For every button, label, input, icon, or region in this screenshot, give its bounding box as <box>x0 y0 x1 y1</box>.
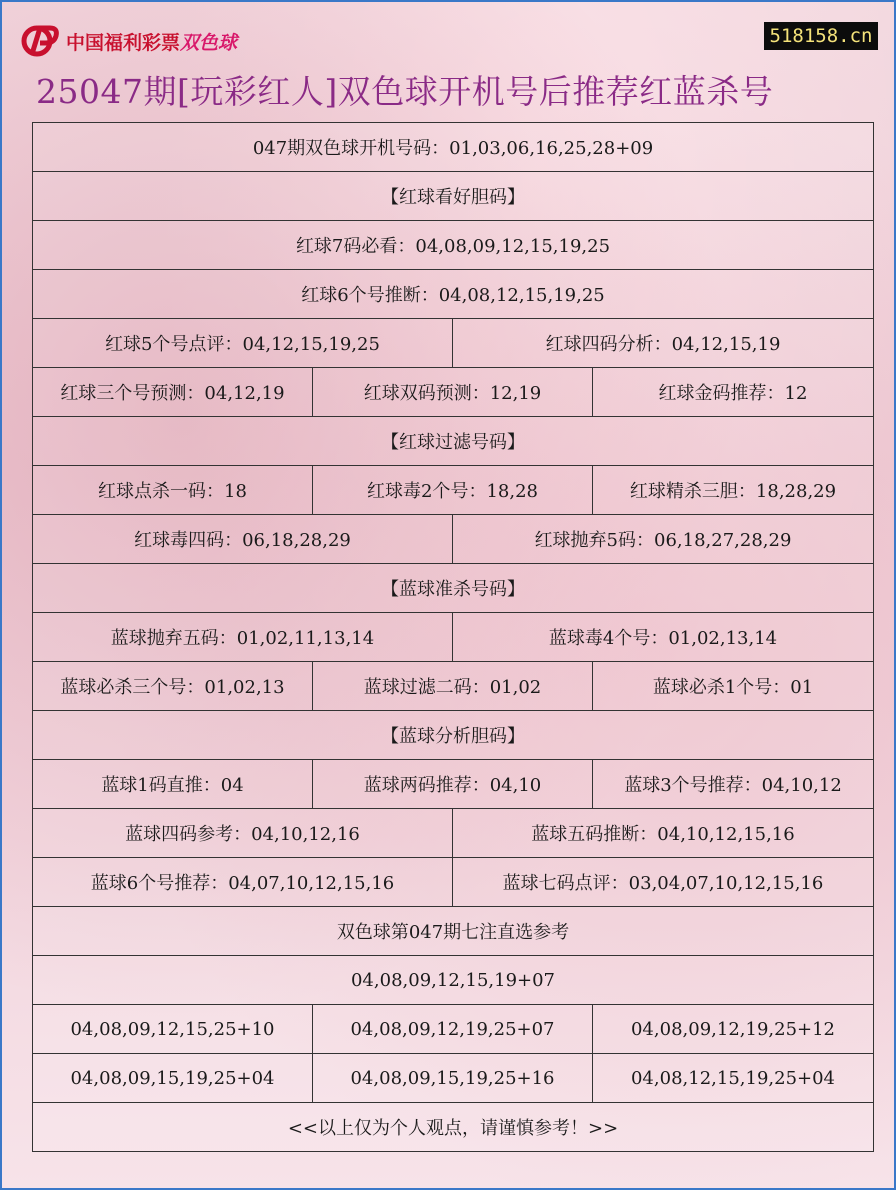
blue-4-codes-cell: 蓝球四码参考：04,10,12,16 <box>33 809 453 858</box>
blue-7-codes-cell: 蓝球七码点评：03,04,07,10,12,15,16 <box>453 858 874 907</box>
open-numbers-cell: 047期双色球开机号码：01,03,06,16,25,28+09 <box>33 123 874 172</box>
pick-3-cell: 04,08,09,12,19,25+07 <box>313 1005 593 1054</box>
blue-kill-1-cell: 蓝球必杀1个号：01 <box>593 662 874 711</box>
table-row <box>33 368 874 417</box>
red-4-codes-cell: 红球四码分析：04,12,15,19 <box>453 319 874 368</box>
seven-picks-header: 双色球第047期七注直选参考 <box>33 907 874 956</box>
red-3-numbers-cell: 红球三个号预测：04,12,19 <box>33 368 313 417</box>
red-2-codes-cell: 红球双码预测：12,19 <box>313 368 593 417</box>
section-header-red-dan: 【红球看好胆码】 <box>33 172 874 221</box>
table-row <box>33 221 874 270</box>
table-row <box>33 760 874 809</box>
blue-6-numbers-cell: 蓝球6个号推荐：04,07,10,12,15,16 <box>33 858 453 907</box>
blue-5-codes-cell: 蓝球五码推断：04,10,12,15,16 <box>453 809 874 858</box>
table-row <box>33 711 874 760</box>
pick-5-cell: 04,08,09,15,19,25+04 <box>33 1054 313 1103</box>
pick-6-cell: 04,08,09,15,19,25+16 <box>313 1054 593 1103</box>
red-kill-1-cell: 红球点杀一码：18 <box>33 466 313 515</box>
table-row <box>33 907 874 956</box>
page-title: 25047期[玩彩红人]双色球开机号后推荐红蓝杀号 <box>36 72 774 111</box>
blue-1-code-cell: 蓝球1码直推：04 <box>33 760 313 809</box>
pick-7-cell: 04,08,12,15,19,25+04 <box>593 1054 874 1103</box>
logo-text: 中国福利彩票双色球 <box>66 31 238 54</box>
disclaimer-cell: <<以上仅为个人观点，请谨慎参考！>> <box>33 1103 874 1152</box>
table-row <box>33 858 874 907</box>
red-6-numbers-cell: 红球6个号推断：04,08,12,15,19,25 <box>33 270 874 319</box>
blue-discard-5-cell: 蓝球抛弃五码：01,02,11,13,14 <box>33 613 453 662</box>
red-kill-3-cell: 红球精杀三胆：18,28,29 <box>593 466 874 515</box>
table-row <box>33 123 874 172</box>
site-badge[interactable]: 518158.cn <box>764 22 878 50</box>
red-5-numbers-cell: 红球5个号点评：04,12,15,19,25 <box>33 319 453 368</box>
section-header-red-filter: 【红球过滤号码】 <box>33 417 874 466</box>
lottery-logo <box>20 24 237 58</box>
table-row <box>33 466 874 515</box>
recommendation-table <box>32 122 874 1152</box>
blue-poison-4-cell: 蓝球毒4个号：01,02,13,14 <box>453 613 874 662</box>
red-7-codes-cell: 红球7码必看：04,08,09,12,15,19,25 <box>33 221 874 270</box>
pick-2-cell: 04,08,09,12,15,25+10 <box>33 1005 313 1054</box>
table-row <box>33 1103 874 1152</box>
table-row <box>33 172 874 221</box>
red-poison-4-cell: 红球毒四码：06,18,28,29 <box>33 515 453 564</box>
blue-3-numbers-cell: 蓝球3个号推荐：04,10,12 <box>593 760 874 809</box>
pick-1-cell: 04,08,09,12,15,19+07 <box>33 956 874 1005</box>
red-discard-5-cell: 红球抛弃5码：06,18,27,28,29 <box>453 515 874 564</box>
table-row <box>33 515 874 564</box>
table-row <box>33 809 874 858</box>
blue-2-codes-cell: 蓝球两码推荐：04,10 <box>313 760 593 809</box>
blue-filter-2-cell: 蓝球过滤二码：01,02 <box>313 662 593 711</box>
table-row <box>33 564 874 613</box>
table-row <box>33 417 874 466</box>
table-row <box>33 662 874 711</box>
blue-kill-3-cell: 蓝球必杀三个号：01,02,13 <box>33 662 313 711</box>
table-row <box>33 319 874 368</box>
red-gold-code-cell: 红球金码推荐：12 <box>593 368 874 417</box>
table-row <box>33 270 874 319</box>
table-row <box>33 1054 874 1103</box>
section-header-blue-dan: 【蓝球分析胆码】 <box>33 711 874 760</box>
welfare-lottery-logo-icon <box>20 24 60 58</box>
table-row <box>33 956 874 1005</box>
table-row <box>33 1005 874 1054</box>
red-poison-2-cell: 红球毒2个号：18,28 <box>313 466 593 515</box>
pick-4-cell: 04,08,09,12,19,25+12 <box>593 1005 874 1054</box>
table-row <box>33 613 874 662</box>
section-header-blue-kill: 【蓝球准杀号码】 <box>33 564 874 613</box>
